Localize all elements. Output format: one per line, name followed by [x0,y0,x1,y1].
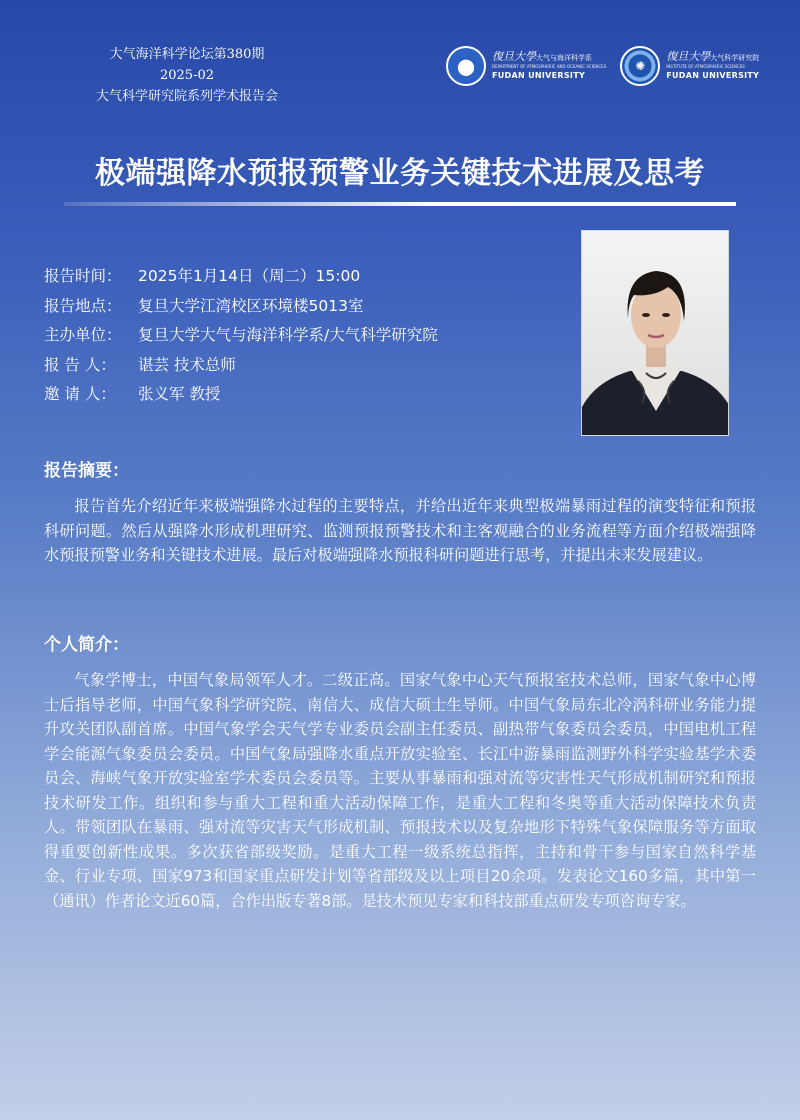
info-value: 谌芸 技术总师 [138,355,236,374]
logo-ias [620,46,759,86]
logo-aos-en-small: DEPARTMENT OF ATMOSPHERIC AND OCEANIC SCIENCES [492,64,607,69]
info-venue [44,292,438,322]
bio-title: 个人简介： [44,635,129,655]
report-info-list [44,262,438,410]
info-speaker [44,351,438,381]
info-label: 报告地点： [44,296,122,315]
forum-date: 2025-02 [159,68,215,83]
speaker-photo [581,230,729,436]
info-host [44,380,438,410]
title-divider [64,202,736,206]
logo-ias-dept: 大气科学研究院 [710,54,760,62]
bio-text: 气象学博士，中国气象局领军人才。二级正高。国家气象中心天气预报室技术总师，国家气象中心博士后指导老师，中国气象科学研究院、南信大、成信大硕士生导师。中国气象局东北冷涡科研业务能力提升攻关团队副首席。中国气象学会天气学专业委员会副主任委员、副热带气象委员会委员，中国电机工程学会能源气象委员会委员。中国气象局强降水重点开放实验室、长江中游暴雨监测野外科学实验基学术委员会、海峡气象开放实验室学术委员会委员等。主要从事暴雨和强对流等灾害性天气形成机制研究和预报技术研发工作。组织和参与重大工程和重大活动保障工作，是重大工程和冬奥等重大活动保障技术负责人。带领团队在暴雨、强对流等灾害天气形成机制、预报技术以及复杂地形下特殊气象保障服务等方面取得重要创新性成果。多次获省部级奖励。是重大工程一级系统总指挥，主持和骨干参与国家自然科学基金、行业专项、国家973和国家重点研发计划等省部级及以上项目20余项。发表论文160多篇，其中第一（通讯）作者论文近60篇，合作出版专著8部。是技术预见专家和科技部重点研发专项咨询专家。 [44,671,756,910]
logo-aos-en: FUDAN UNIVERSITY [492,71,586,80]
forum-series-info [82,44,292,107]
logo-group [446,46,773,86]
info-time [44,262,438,292]
report-title: 极端强降水预报预警业务关键技术进展及思考 [95,156,705,191]
logo-ias-cn: 復旦大學 [666,50,711,63]
forum-series-name: 大气科学研究院系列学术报告会 [95,89,278,104]
logo-aos-dept: 大气与海洋科学系 [536,54,592,62]
logo-ias-en-small: INSTITUTE OF ATMOSPHERIC SCIENCES [666,64,745,69]
abstract-title: 报告摘要： [44,461,129,481]
logo-aos-cn: 復旦大學 [492,50,536,63]
info-value: 2025年1月14日（周二）15:00 [138,267,361,285]
forum-issue: 大气海洋科学论坛第380期 [109,47,265,62]
info-label: 报 告 人： [44,355,116,374]
logo-aos [446,46,606,86]
info-label: 报告时间： [44,267,122,285]
fudan-aos-emblem-icon: ◉ [446,46,486,86]
info-label: 邀 请 人： [44,385,116,403]
info-value: 复旦大学大气与海洋科学系/大气科学研究院 [138,326,438,344]
info-value: 张义军 教授 [138,385,221,403]
info-value: 复旦大学江湾校区环境楼5013室 [138,296,364,315]
abstract-text: 报告首先介绍近年来极端强降水过程的主要特点，并给出近年来典型极端暴雨过程的演变特征和预报科研问题。然后从强降水形成机理研究、监测预报预警技术和主客观融合的业务流程等方面介绍极端强降水预报预警业务和关键技术进展。最后对极端强降水预报科研问题进行思考，并提出未来发展建议。 [44,497,756,564]
fudan-ias-emblem-icon: ✺ [620,46,660,86]
info-organizer [44,321,438,351]
logo-ias-en: FUDAN UNIVERSITY [666,71,760,80]
info-label: 主办单位： [44,326,122,344]
speaker-portrait-icon [582,231,729,436]
